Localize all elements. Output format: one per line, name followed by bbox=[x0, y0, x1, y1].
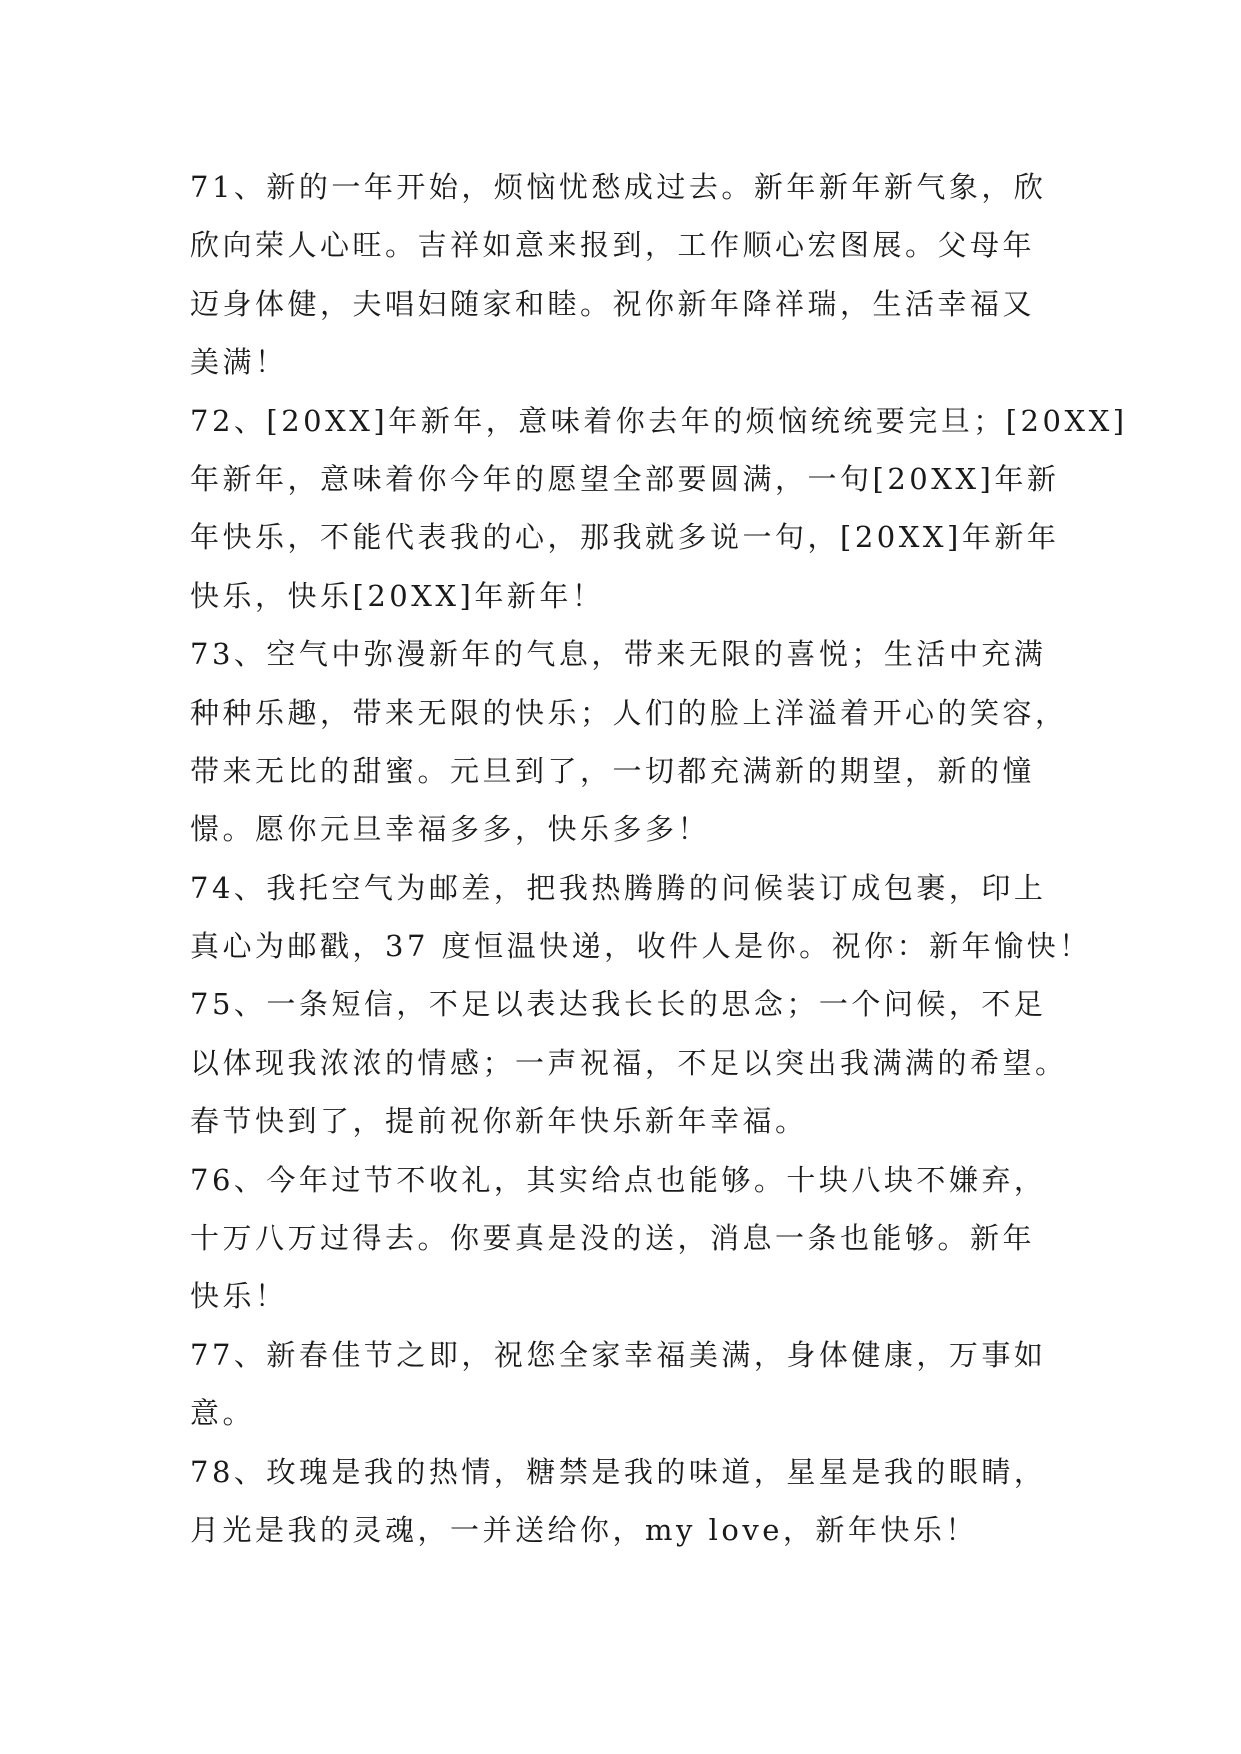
document-page bbox=[190, 158, 1128, 1559]
text-line: 美满！ bbox=[190, 345, 288, 380]
greeting-76 bbox=[190, 1151, 1052, 1326]
text-line: 憬。愿你元旦幸福多多，快乐多多！ bbox=[190, 812, 711, 847]
text-line: 年快乐，不能代表我的心，那我就多说一句，[20XX]年新年 bbox=[190, 520, 1060, 555]
text-line: 快乐！ bbox=[190, 1279, 288, 1314]
text-line: 73、空气中弥漫新年的气息，带来无限的喜悦；生活中充满 bbox=[190, 637, 1047, 672]
greeting-71 bbox=[190, 158, 1052, 392]
greeting-73 bbox=[190, 625, 1068, 859]
text-line: 种种乐趣，带来无限的快乐；人们的脸上洋溢着开心的笑容， bbox=[190, 695, 1068, 730]
text-line: 78、玫瑰是我的热情，糖禁是我的味道，星星是我的眼睛， bbox=[190, 1454, 1047, 1489]
text-line: 意。 bbox=[190, 1396, 256, 1431]
greeting-78 bbox=[190, 1443, 1052, 1560]
text-line: 72、[20XX]年新年，意味着你去年的烦恼统统要完旦；[20XX] bbox=[190, 403, 1128, 438]
text-line: 71、新的一年开始，烦恼忧愁成过去。新年新年新气象，欣 bbox=[190, 170, 1047, 204]
text-line: 76、今年过节不收礼，其实给点也能够。十块八块不嫌弃， bbox=[190, 1162, 1047, 1197]
text-line: 春节快到了，提前祝你新年快乐新年幸福。 bbox=[190, 1104, 808, 1139]
text-line: 快乐，快乐[20XX]年新年！ bbox=[190, 578, 605, 613]
text-line: 带来无比的甜蜜。元旦到了，一切都充满新的期望，新的憧 bbox=[190, 753, 1036, 788]
text-line: 月光是我的灵魂，一并送给你，my love，新年快乐！ bbox=[190, 1512, 978, 1547]
text-line: 以体现我浓浓的情感；一声祝福，不足以突出我满满的希望。 bbox=[190, 1045, 1068, 1080]
greeting-77 bbox=[190, 1326, 1052, 1443]
text-line: 欣向荣人心旺。吉祥如意来报到，工作顺心宏图展。父母年 bbox=[190, 228, 1036, 263]
text-line: 十万八万过得去。你要真是没的送，消息一条也能够。新年 bbox=[190, 1221, 1036, 1256]
text-line: 75、一条短信，不足以表达我长长的思念；一个问候，不足 bbox=[190, 987, 1047, 1022]
text-line: 74、我托空气为邮差，把我热腾腾的问候装订成包裹，印上 bbox=[190, 870, 1047, 905]
greeting-75 bbox=[190, 975, 1068, 1150]
greeting-74 bbox=[190, 859, 1092, 976]
text-line: 年新年，意味着你今年的愿望全部要圆满，一句[20XX]年新 bbox=[190, 461, 1060, 496]
text-line: 迈身体健，夫唱妇随家和睦。祝你新年降祥瑞，生活幸福又 bbox=[190, 286, 1036, 321]
text-line: 77、新春佳节之即，祝您全家幸福美满，身体健康，万事如 bbox=[190, 1337, 1047, 1372]
greeting-72 bbox=[190, 392, 1128, 626]
text-line: 真心为邮戳，37 度恒温快递，收件人是你。祝你：新年愉快！ bbox=[190, 929, 1092, 964]
